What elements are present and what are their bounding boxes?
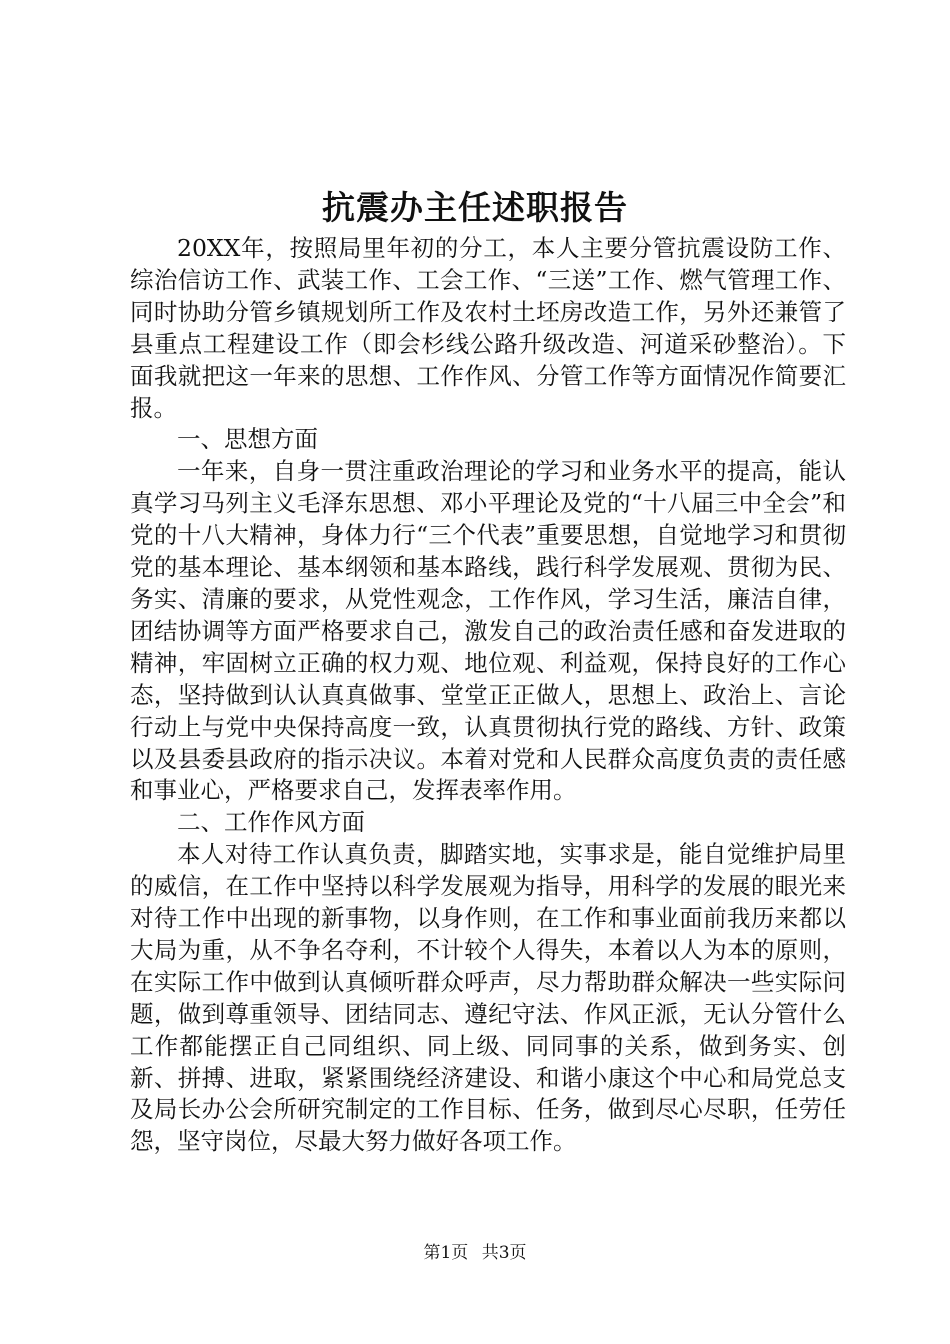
thought-paragraph: 一年来，自身一贯注重政治理论的学习和业务水平的提高，能认真学习马列主义毛泽东思想、邓小平理论及党的“十八届三中全会”和党的十八大精神，身体力行“三个代表”重要思想，自觉地学习和贯彻党的基本理论、基本纲领和基本路线，践行科学发展观、贯彻为民、务实、清廉的要求，从党性观念，工作作风，学习生活，廉洁自律，团结协调等方面严格要求自己，激发自己的政治责任感和奋发进取的精神，牢固树立正确的权力观、地位观、利益观，保持良好的工作心态，坚持做到认认真真做事、堂堂正正做人，思想上、政治上、言论行动上与党中央保持高度一致，认真贯彻执行党的路线、方针、政策以及县委县政府的指示决议。本着对党和人民群众高度负责的责任感和事业心，严格要求自己，发挥表率作用。 <box>130 457 846 805</box>
page-total: 共3页 <box>481 1243 527 1263</box>
page-footer <box>0 1241 950 1265</box>
section-heading-work-style: 二、工作作风方面 <box>177 808 365 837</box>
section-heading-thought: 一、思想方面 <box>177 425 318 454</box>
document-body <box>130 233 846 1158</box>
intro-paragraph: 20XX年，按照局里年初的分工，本人主要分管抗震设防工作、综治信访工作、武装工作、工会工作、“三送”工作、燃气管理工作、同时协助分管乡镇规划所工作及农村土坯房改造工作，另外还兼管了县重点工程建设工作（即会杉线公路升级改造、河道采砂整治）。下面我就把这一年来的思想、工作作风、分管工作等方面情况作简要汇报。 <box>130 234 846 422</box>
document-title: 抗震办主任述职报告 <box>322 188 628 227</box>
work-style-paragraph: 本人对待工作认真负责，脚踏实地，实事求是，能自觉维护局里的威信，在工作中坚持以科学发展观为指导，用科学的发展的眼光来对待工作中出现的新事物，以身作则，在工作和事业面前我历来都以大局为重，从不争名夺利，不计较个人得失，本着以人为本的原则，在实际工作中做到认真倾听群众呼声，尽力帮助群众解决一些实际问题，做到尊重领导、团结同志、遵纪守法、作风正派，无认分管什么工作都能摆正自己同组织、同上级、同同事的关系，做到务实、创新、拼搏、进取，紧紧围绕经济建设、和谐小康这个中心和局党总支及局长办公会所研究制定的工作目标、任务，做到尽心尽职，任劳任怨，坚守岗位，尽最大努力做好各项工作。 <box>130 840 846 1156</box>
page-number: 第1页 <box>423 1243 469 1263</box>
